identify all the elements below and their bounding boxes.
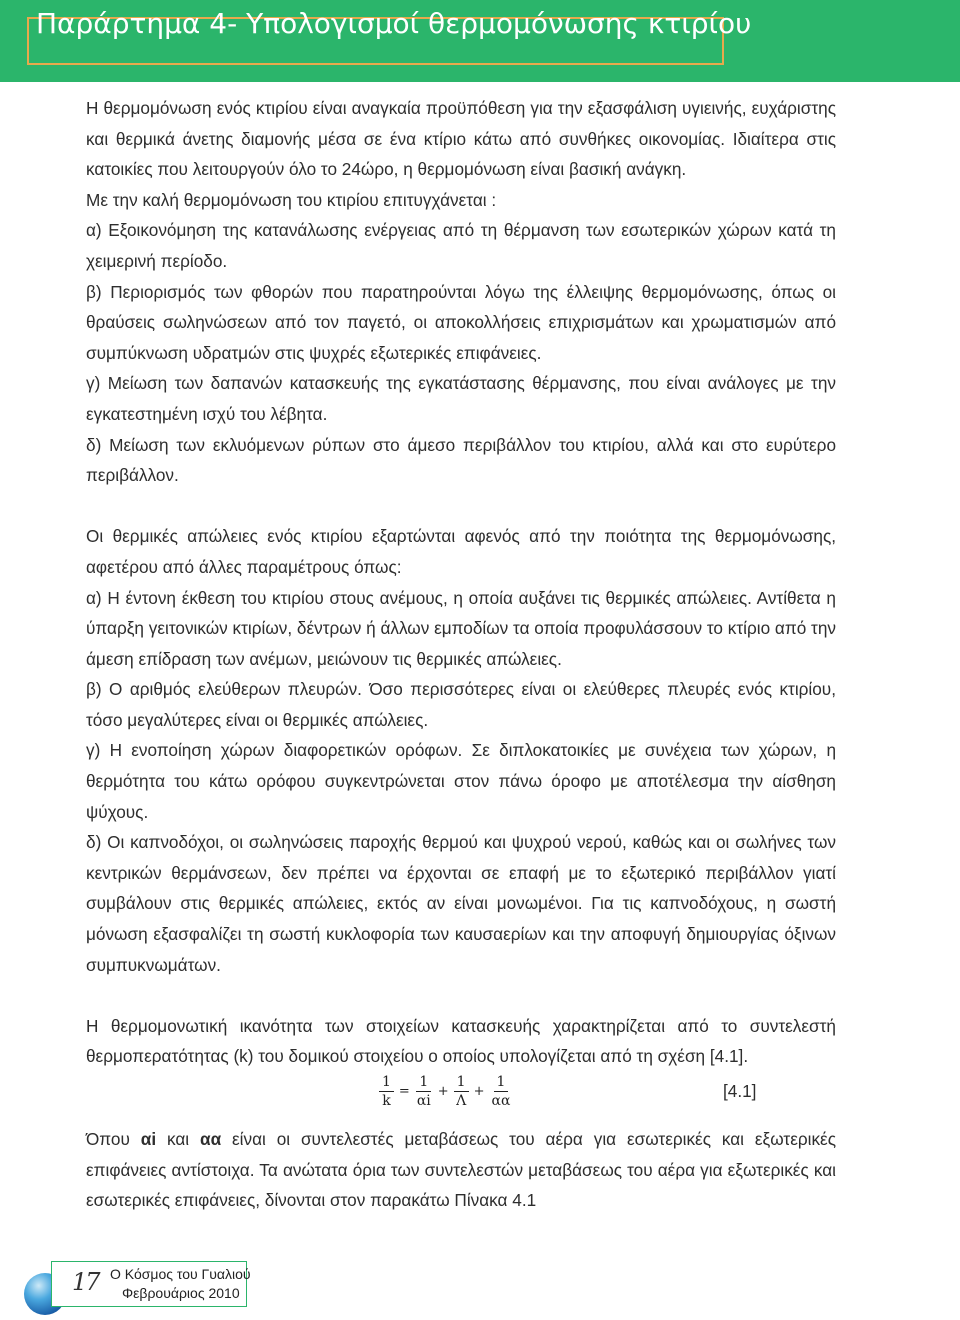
benefit-b: β) Περιορισμός των φθορών που παρατηρούνται λόγω της έλλειψης θερμομόνωσης, όπως οι θραύσεις σωληνώσεων από τον παγετό, οι αποκολλήσεις επιχρισμάτων και χρωματισμών από συμπύκνωση υδρατμών στις ψυχρές εξωτερικές επιφάνειες. [86, 281, 836, 363]
page-title: Παράρτημα 4- Υπολογισμοί θερμομόνωσης κτιρίου [36, 7, 752, 40]
losses-intro: Οι θερμικές απώλειες ενός κτιρίου εξαρτώνται αφενός από την ποιότητα της θερμομόνωσης, αφετέρου από άλλες παραμέτρους όπως: [86, 526, 836, 577]
formula-block [86, 1072, 836, 1124]
benefit-d: δ) Μείωση των εκλυόμενων ρύπων στο άμεσο περιβάλλον του κτιρίου, αλλά και στο ευρύτερο περιβάλλον. [86, 434, 836, 486]
benefit-a: α) Εξοικονόμηση της κατανάλωσης ενέργειας από τη θέρμανση των εσωτερικών χώρων κατά τη χειμερινή περίοδο. [86, 220, 836, 271]
benefit-c: γ) Μείωση των δαπανών κατασκευής της εγκατάστασης θέρμανσης, που είναι ανάλογες με την εγκατεστημένη ισχύ του λέβητα. [86, 373, 836, 424]
loss-factor-a: α) Η έντονη έκθεση του κτιρίου στους ανέμους, η οποία αυξάνει τις θερμικές απώλειες. Αντίθετα η ύπαρξη γειτονικών κτιρίων, δέντρων ή άλλων εμποδίων τα οποία προφυλάσσουν το κτίριο από την άμεση επίδραση των ανέμων, μειώνουν τις θερμικές απώλειες. [86, 587, 836, 669]
footer-box [51, 1261, 251, 1307]
loss-factor-b: β) Ο αριθμός ελεύθερων πλευρών. Όσο περισσότερες είναι οι ελεύθερες πλευρές ενός κτιρίου, τόσο μεγαλύτερες είναι οι θερμικές απώλειες. [86, 679, 836, 730]
k-definition-paragraph: Η θερμομονωτική ικανότητα των στοιχείων κατασκευής χαρακτηρίζεται από το συντελεστή θερμοπερατότητας (k) του δομικού στοιχείου ο οποίος υπολογίζεται από τη σχέση [4.1]. [86, 1015, 836, 1067]
page-number: 17 [72, 1268, 99, 1296]
publication-name: Ο Κόσμος του Γυαλιού [110, 1266, 251, 1282]
loss-factor-d: δ) Οι καπνοδόχοι, οι σωληνώσεις παροχής θερμού και ψυχρού νερού, καθώς και οι σωλήνες των κεντρικών θερμάνσεων, δεν πρέπει να έρχονται σε επαφή με το εξωτερικό περιβάλλον γιατί συμβάλουν στις θερμικές απώλειες, εκτός αν είναι μονωμένοι. Για τις καπνοδόχους, η σωστή μόνωση εξασφαλίζει τη σωστή κυκλοφορία των καυσαερίων και την αποφυγή δημιουργίας όξινων συμπυκνωμάτων. [86, 832, 836, 975]
equation-number: [4.1] [723, 1081, 757, 1101]
publication-date: Φεβρουάριος 2010 [122, 1285, 240, 1301]
header-bar [0, 0, 960, 82]
document-body [86, 93, 836, 1216]
list-intro: Με την καλή θερμομόνωση του κτιρίου επιτυγχάνεται : [86, 189, 497, 210]
intro-paragraph: Η θερμομόνωση ενός κτιρίου είναι αναγκαία προϋπόθεση για την εξασφάλιση υγιεινής, ευχάριστης και θερμικά άνετης διαμονής μέσα σε ένα κτίριο κάτω από συνθήκες οικονομίας. Ιδιαίτερα στις κατοικίες που λειτουργούν όλο το 24ώρο, η θερμομόνωση είναι βασική ανάγκη. [86, 98, 836, 180]
formula: $\frac{1}{k}$ = $\frac{1}{\alpha i}$ + $\frac{1}{\Lambda}$ + $\frac{1}{\alpha\alpha}$ [376, 1074, 515, 1111]
loss-factor-c: γ) Η ενοποίηση χώρων διαφορετικών ορόφων. Σε διπλοκατοικίες με συνέχεια των χώρων, η θερμότητα του κάτω ορόφου συγκεντρώνεται στον πάνω όροφο με αποτέλεσμα την αίσθηση ψύχους. [86, 740, 836, 822]
coefficients-paragraph: Όπου αi και αα είναι οι συντελεστές μεταβάσεως του αέρα για εσωτερικές και εξωτερικές επιφάνειες αντίστοιχα. Τα ανώτατα όρια των συντελεστών μεταβάσεως του αέρα για εξωτερικές και εσωτερικές επιφάνειες, δίνονται στον παρακάτω Πίνακα 4.1 [86, 1129, 836, 1211]
